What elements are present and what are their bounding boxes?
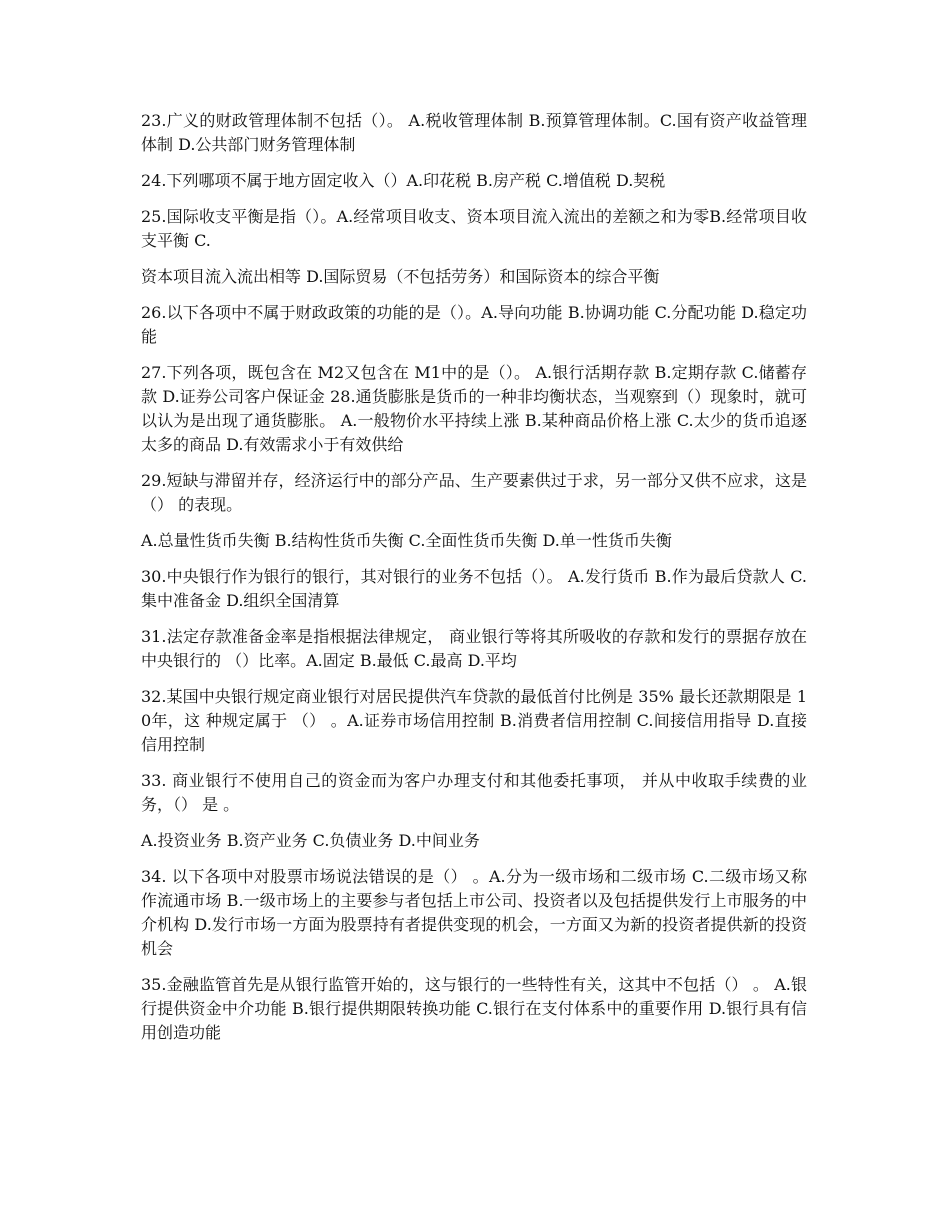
question-34: 34. 以下各项中对股票市场说法错误的是（） 。A.分为一级市场和二级市场 C.二级市场又称作流通市场 B.一级市场上的主要参与者包括上市公司、投资者以及包括提供发行上市服务的中介机构 D.发行市场一方面为股票持有者提供变现的机会，一方面又为新的投资者提供新的投资机会 bbox=[141, 867, 807, 958]
question-25-continued: 资本项目流入流出相等 D.国际贸易（不包括劳务）和国际资本的综合平衡 bbox=[141, 267, 660, 286]
question-26: 26.以下各项中不属于财政政策的功能的是（）。A.导向功能 B.协调功能 C.分配功能 D.稳定功能 bbox=[141, 303, 807, 346]
document-page bbox=[141, 109, 807, 1057]
question-29-options: A.总量性货币失衡 B.结构性货币失衡 C.全面性货币失衡 D.单一性货币失衡 bbox=[141, 531, 672, 550]
question-23: 23.广义的财政管理体制不包括（）。 A.税收管理体制 B.预算管理体制。C.国有资产收益管理体制 D.公共部门财务管理体制 bbox=[141, 111, 807, 154]
question-25: 25.国际收支平衡是指（）。A.经常项目收支、资本项目流入流出的差额之和为零B.经常项目收支平衡 C. bbox=[141, 207, 807, 250]
question-32: 32.某国中央银行规定商业银行对居民提供汽车贷款的最低首付比例是 35% 最长还款期限是 10年，这 种规定属于 （） 。A.证券市场信用控制 B.消费者信用控制 C.间接信用指导 D.直接信用控制 bbox=[141, 687, 807, 754]
question-30: 30.中央银行作为银行的银行，其对银行的业务不包括（）。 A.发行货币 B.作为最后贷款人 C.集中准备金 D.组织全国清算 bbox=[141, 567, 807, 610]
question-33-options: A.投资业务 B.资产业务 C.负债业务 D.中间业务 bbox=[141, 831, 480, 850]
question-27-28: 27.下列各项，既包含在 M2又包含在 M1中的是（）。 A.银行活期存款 B.定期存款 C.储蓄存款 D.证券公司客户保证金 28.通货膨胀是货币的一种非均衡状态，当观察到（）现象时，就可以认为是出现了通货膨胀。 A.一般物价水平持续上涨 B.某种商品价格上涨 C.太少的货币追逐太多的商品 D.有效需求小于有效供给 bbox=[141, 363, 807, 454]
question-35: 35.金融监管首先是从银行监管开始的，这与银行的一些特性有关，这其中不包括（） 。 A.银行提供资金中介功能 B.银行提供期限转换功能 C.银行在支付体系中的重要作用 D.银行具有信用创造功能 bbox=[141, 975, 807, 1042]
question-31: 31.法定存款准备金率是指根据法律规定， 商业银行等将其所吸收的存款和发行的票据存放在中央银行的 （）比率。A.固定 B.最低 C.最高 D.平均 bbox=[141, 627, 807, 670]
question-33: 33. 商业银行不使用自己的资金而为客户办理支付和其他委托事项， 并从中收取手续费的业务，（） 是 。 bbox=[141, 771, 807, 814]
question-24: 24.下列哪项不属于地方固定收入（）A.印花税 B.房产税 C.增值税 D.契税 bbox=[141, 171, 666, 190]
question-29: 29.短缺与滞留并存，经济运行中的部分产品、生产要素供过于求，另一部分又供不应求，这是（） 的表现。 bbox=[141, 471, 807, 514]
